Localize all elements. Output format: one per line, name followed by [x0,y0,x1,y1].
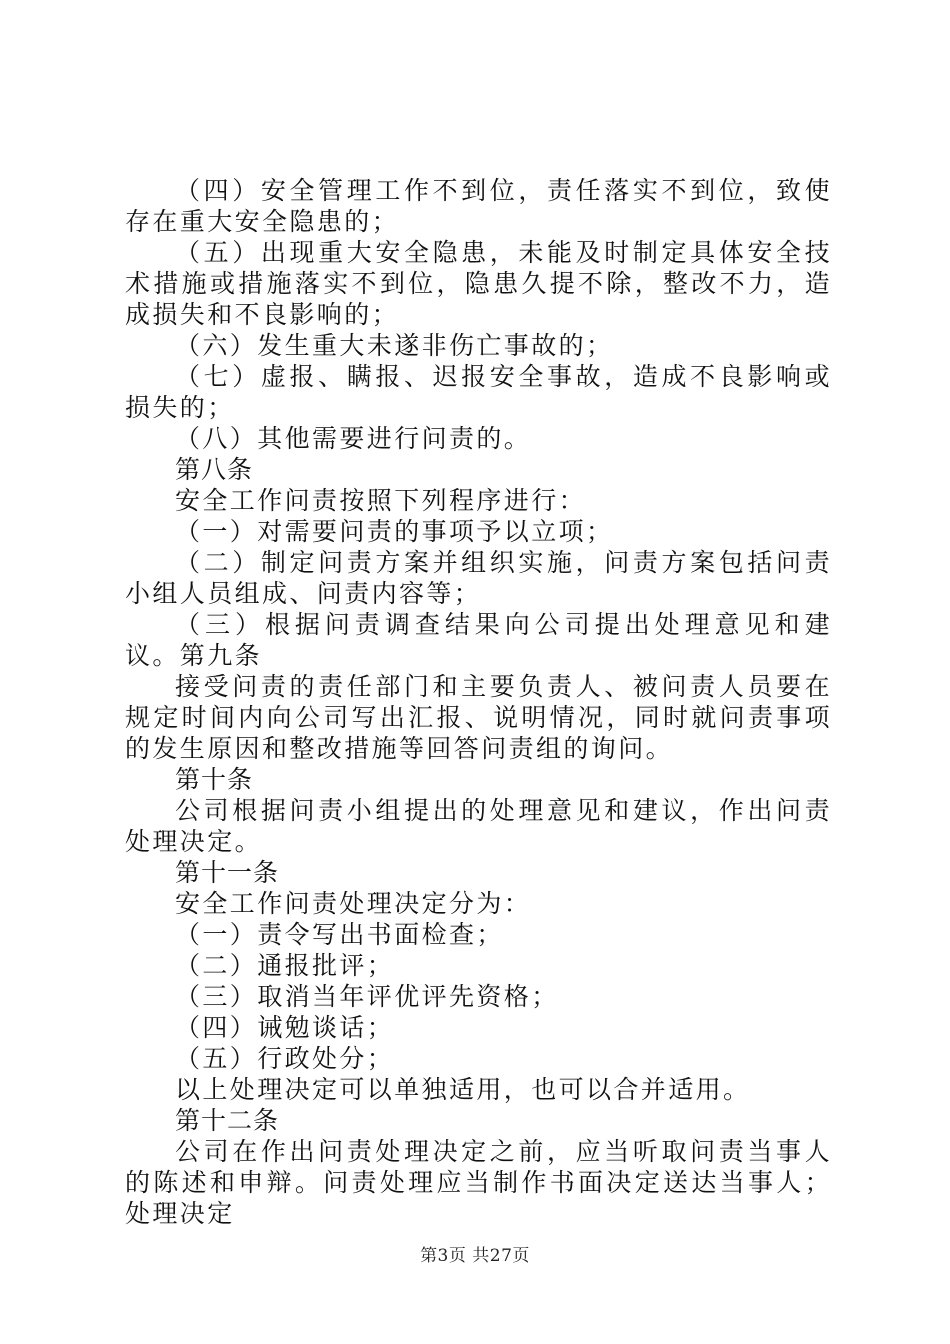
paragraph-item-5: （五）出现重大安全隐患，未能及时制定具体安全技术措施或措施落实不到位，隐患久提不除，整改不力，造成损失和不良影响的； [125,238,832,329]
procedure-step-3: （三）根据问责调查结果向公司提出处理意见和建议。第九条 [125,610,832,670]
procedure-step-2: （二）制定问责方案并组织实施，问责方案包括问责小组人员组成、问责内容等； [125,548,832,608]
decision-item-3: （三）取消当年评优评先资格； [175,982,559,1011]
article-8-intro: 安全工作问责按照下列程序进行： [175,486,587,515]
decision-item-5: （五）行政处分； [175,1044,395,1073]
paragraph-item-6: （六）发生重大未遂非伤亡事故的； [175,331,614,360]
article-heading-8: 第八条 [175,455,254,484]
article-12-body: 公司在作出问责处理决定之前，应当听取问责当事人的陈述和申辩。问责处理应当制作书面决定送达当事人；处理决定 [125,1137,832,1228]
paragraph-item-7: （七）虚报、瞒报、迟报安全事故，造成不良影响或损失的； [125,362,832,422]
decision-item-1: （一）责令写出书面检查； [175,920,504,949]
procedure-step-1: （一）对需要问责的事项予以立项； [175,517,614,546]
document-body [125,175,832,1229]
article-11-note: 以上处理决定可以单独适用，也可以合并适用。 [175,1075,751,1104]
article-heading-12: 第十二条 [175,1106,280,1135]
page-number-footer: 第3页 共27页 [420,1246,530,1266]
article-heading-10: 第十条 [175,765,254,794]
article-9-body: 接受问责的责任部门和主要负责人、被问责人员要在规定时间内向公司写出汇报、说明情况，同时就问责事项的发生原因和整改措施等回答问责组的询问。 [125,672,832,763]
article-heading-11: 第十一条 [175,858,280,887]
article-10-body: 公司根据问责小组提出的处理意见和建议，作出问责处理决定。 [125,796,832,856]
decision-item-2: （二）通报批评； [175,951,395,980]
paragraph-item-8: （八）其他需要进行问责的。 [175,424,532,453]
paragraph-item-4: （四）安全管理工作不到位，责任落实不到位，致使存在重大安全隐患的； [125,176,832,236]
decision-item-4: （四）诫勉谈话； [175,1013,395,1042]
article-11-intro: 安全工作问责处理决定分为： [175,889,532,918]
